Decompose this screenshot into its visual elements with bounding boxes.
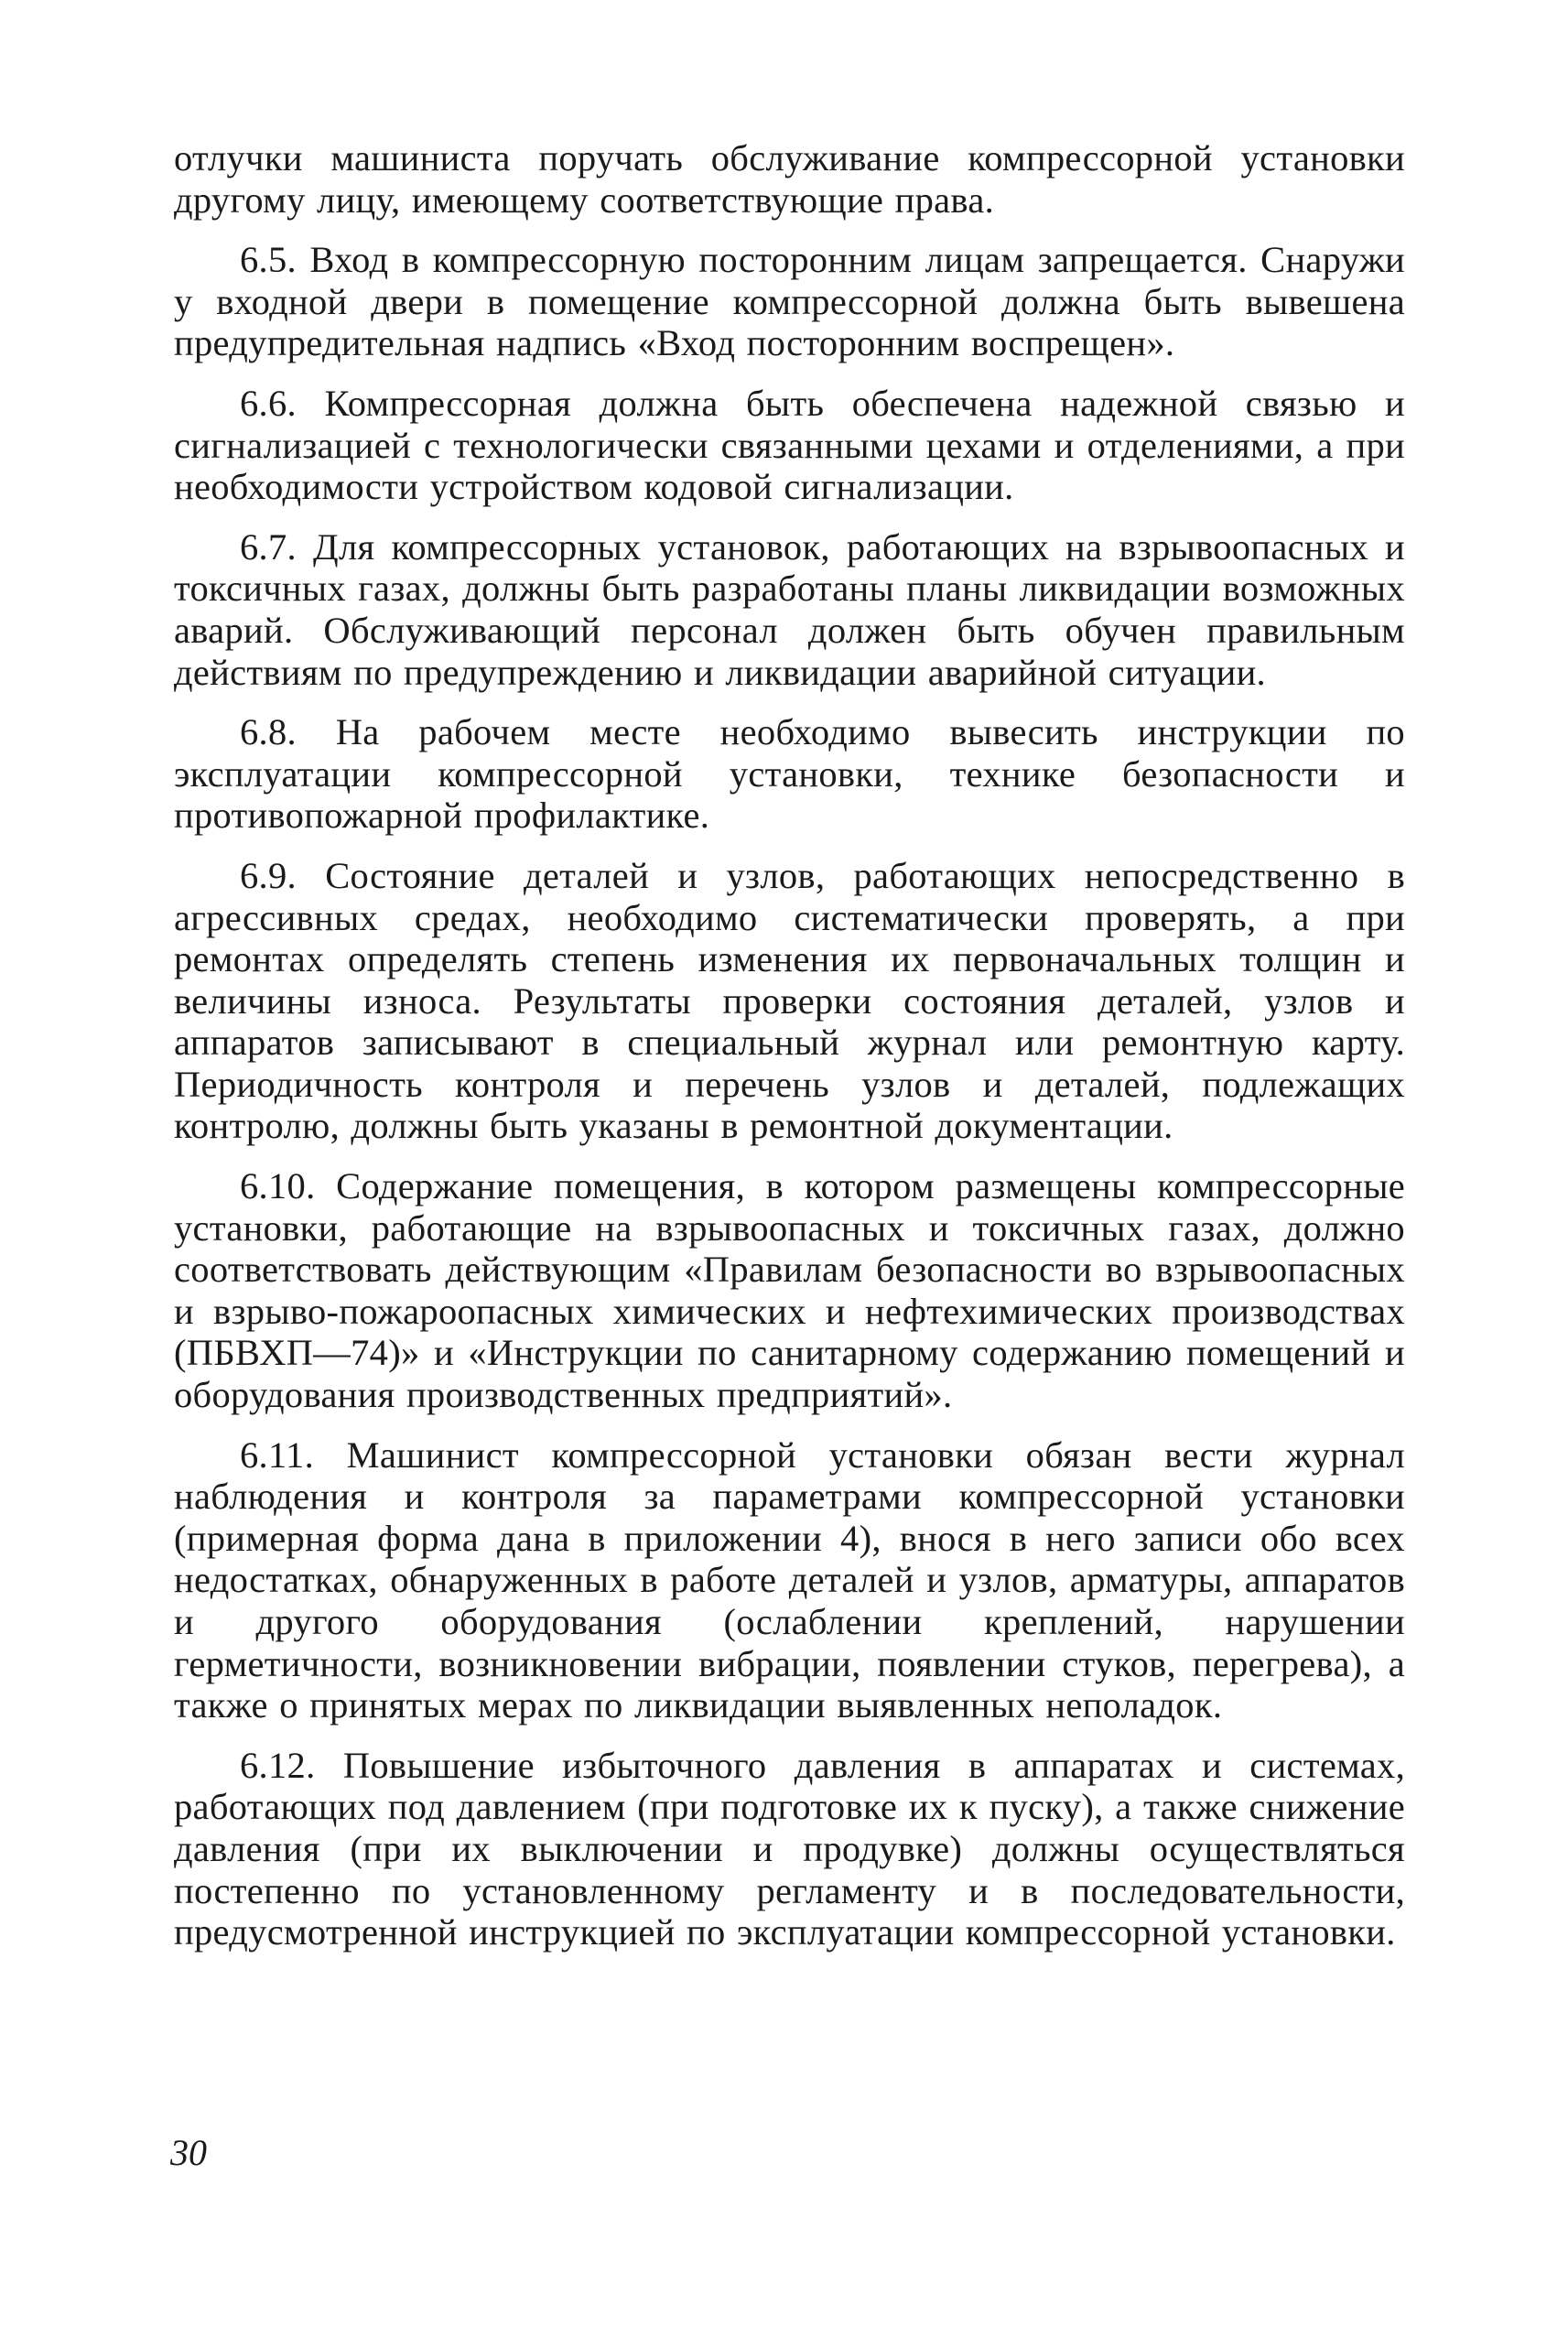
paragraph-continuation: отлучки машиниста поручать обслуживание компрессорной установки другому лицу, имеющему соответствующие права. [174, 137, 1405, 221]
paragraph-6-6: 6.6. Компрессорная должна быть обеспечена надежной связью и сигнализацией с технологически связанными цехами и отделениями, а при необходимости устройством кодовой сигнализации. [174, 382, 1405, 508]
paragraph-6-5: 6.5. Вход в компрессорную посторонним лицам запрещается. Снаружи у входной двери в помещение компрессорной должна быть вывешена предупредительная надпись «Вход посторонним воспрещен». [174, 239, 1405, 364]
paragraph-6-10: 6.10. Содержание помещения, в котором размещены компрессорные установки, работающие на взрывоопасных и токсичных газах, должно соответствовать действующим «Правилам безопасности во взрывоопасных и взрыво-пожароопасных химических и нефтехимических производствах (ПБВХП—74)» и «Инструкции по санитарному содержанию помещений и оборудования производственных предприятий». [174, 1165, 1405, 1416]
paragraph-6-9: 6.9. Состояние деталей и узлов, работающих непосредственно в агрессивных средах, необходимо систематически проверять, а при ремонтах определять степень изменения их первоначальных толщин и величины износа. Результаты проверки состояния деталей, узлов и аппаратов записывают в специальный журнал или ремонтную карту. Периодичность контроля и перечень узлов и деталей, подлежащих контролю, должны быть указаны в ремонтной документации. [174, 854, 1405, 1147]
document-page [174, 137, 1405, 1972]
paragraph-6-11: 6.11. Машинист компрессорной установки обязан вести журнал наблюдения и контроля за параметрами компрессорной установки (примерная форма дана в приложении 4), внося в него записи обо всех недостатках, обнаруженных в работе деталей и узлов, арматуры, аппаратов и другого оборудования (ослаблении креплений, нарушении герметичности, возникновении вибрации, появлении стуков, перегрева), а также о принятых мерах по ликвидации выявленных неполадок. [174, 1433, 1405, 1726]
page-number: 30 [170, 2132, 207, 2173]
paragraph-6-12: 6.12. Повышение избыточного давления в аппаратах и системах, работающих под давлением (при подготовке их к пуску), а также снижение давления (при их выключении и продувке) должны осуществляться постепенно по установленному регламенту и в последовательности, предусмотренной инструкцией по эксплуатации компрессорной установки. [174, 1744, 1405, 1953]
paragraph-6-7: 6.7. Для компрессорных установок, работающих на взрывоопасных и токсичных газах, должны быть разработаны планы ликвидации возможных аварий. Обслуживающий персонал должен быть обучен правильным действиям по предупреждению и ликвидации аварийной ситуации. [174, 525, 1405, 693]
paragraph-6-8: 6.8. На рабочем месте необходимо вывесить инструкции по эксплуатации компрессорной установки, технике безопасности и противопожарной профилактике. [174, 711, 1405, 837]
